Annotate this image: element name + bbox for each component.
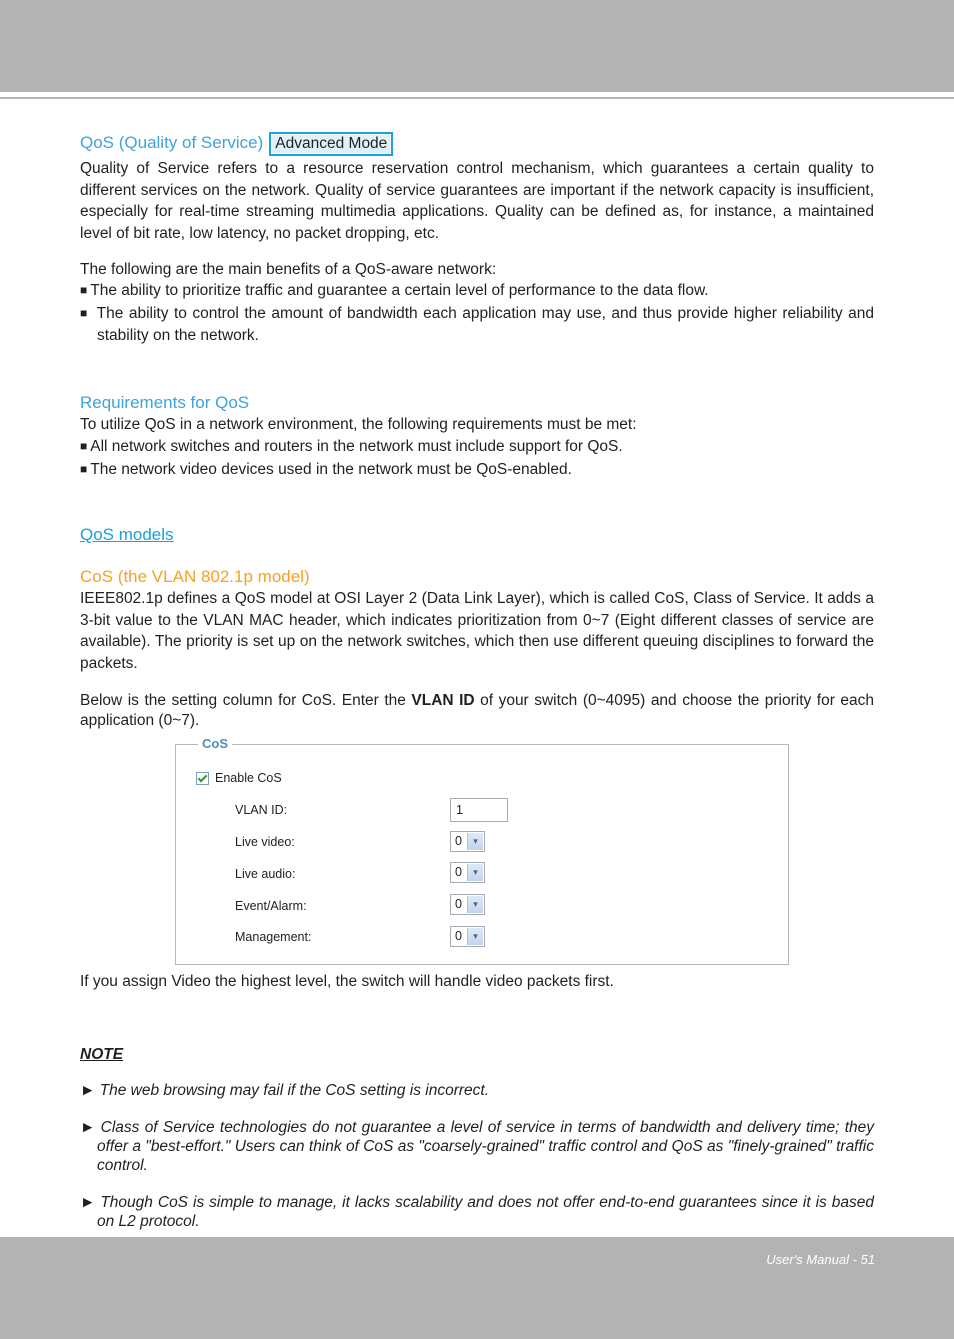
live-video-label: Live video: [235, 835, 295, 849]
enable-cos-label: Enable CoS [215, 771, 282, 785]
event-alarm-select[interactable]: 0 ▾ [450, 894, 485, 915]
event-alarm-label: Event/Alarm: [235, 899, 307, 913]
qos-title: QoS (Quality of Service) [80, 133, 264, 152]
note-title: NOTE [80, 1046, 124, 1063]
cos-setting-text: Below is the setting column for CoS. Enter the VLAN ID of your switch (0~4095) and choose the priority for each application (0~7). [80, 692, 874, 729]
cos-title: CoS (the VLAN 802.1p model) [80, 567, 310, 586]
vlan-id-input[interactable]: 1 [450, 798, 508, 822]
vlan-id-emphasis: VLAN ID [411, 692, 475, 709]
chevron-down-icon[interactable]: ▾ [467, 864, 483, 881]
arrow-icon: ► [80, 1119, 96, 1136]
management-select[interactable]: 0 ▾ [450, 926, 485, 947]
management-label: Management: [235, 930, 312, 944]
requirements-title: Requirements for QoS [80, 392, 250, 412]
requirement-item-1: ■ All network switches and routers in the network must include support for QoS. [80, 438, 623, 455]
header-band [0, 0, 954, 92]
note-item-2: ► Class of Service technologies do not guarantee a level of service in terms of bandwidth and delivery time; they offer a "best-effort." Users can think of CoS as "coarsely-grained" traffic control and QoS as "finely-grained" traffic control. [80, 1119, 874, 1174]
vlan-id-label: VLAN ID: [235, 803, 288, 817]
benefit-item-1: ■ The ability to prioritize traffic and guarantee a certain level of performance to the data flow. [80, 282, 709, 299]
arrow-icon: ► [80, 1194, 96, 1211]
requirements-lead: To utilize QoS in a network environment, the following requirements must be met: [80, 415, 637, 433]
cos-legend: CoS [198, 736, 232, 751]
bullet-icon: ■ [80, 283, 88, 297]
cos-description: IEEE802.1p defines a QoS model at OSI Layer 2 (Data Link Layer), which is called CoS, Class of Service. It adds a 3-bit value to the VLAN MAC header, which indicates prioritization from 0~7 (Eight different classes of service are available). The priority is set up on the network switches, which then use different queuing disciplines to forward the packets. [80, 590, 874, 672]
live-video-select[interactable]: 0 ▾ [450, 831, 485, 852]
page-number: User's Manual - 51 [766, 1252, 875, 1267]
note-section [80, 1046, 874, 1231]
cos-after-text: If you assign Video the highest level, the switch will handle video packets first. [80, 973, 614, 990]
qos-intro: Quality of Service refers to a resource reservation control mechanism, which guarantees a certain quality to different services on the network. Quality of service guarantees are important if the network capacity is insufficient, especially for real-time streaming multimedia applications. Quality can be defined as, for instance, a maintained level of bit rate, low latency, no packet dropping, etc. [80, 160, 874, 242]
chevron-down-icon[interactable]: ▾ [467, 928, 483, 945]
arrow-icon: ► [80, 1082, 96, 1099]
live-audio-select[interactable]: 0 ▾ [450, 862, 485, 883]
live-audio-label: Live audio: [235, 867, 296, 881]
benefit-item-2: ■ The ability to control the amount of bandwidth each application may use, and thus provide higher reliability and stability on the network. [80, 304, 875, 344]
qos-models-link[interactable]: QoS models [80, 525, 174, 544]
chevron-down-icon[interactable]: ▾ [467, 833, 483, 850]
advanced-mode-badge: Advanced Mode [269, 132, 393, 156]
bullet-icon: ■ [80, 461, 88, 476]
enable-cos-checkbox[interactable] [196, 772, 209, 785]
bullet-icon: ■ [80, 305, 89, 320]
note-item-3: ► Though CoS is simple to manage, it lacks scalability and does not offer end-to-end guarantees since it is based on L2 protocol. [80, 1194, 874, 1230]
main-content [80, 132, 874, 730]
header-rule [0, 97, 954, 99]
note-item-1: ► The web browsing may fail if the CoS setting is incorrect. [80, 1082, 490, 1099]
benefits-lead: The following are the main benefits of a QoS-aware network: [80, 261, 497, 278]
chevron-down-icon[interactable]: ▾ [467, 896, 483, 913]
cos-settings-panel [175, 736, 789, 965]
qos-heading [80, 132, 874, 158]
requirement-item-2: ■ The network video devices used in the network must be QoS-enabled. [80, 460, 572, 478]
bullet-icon: ■ [80, 439, 88, 453]
